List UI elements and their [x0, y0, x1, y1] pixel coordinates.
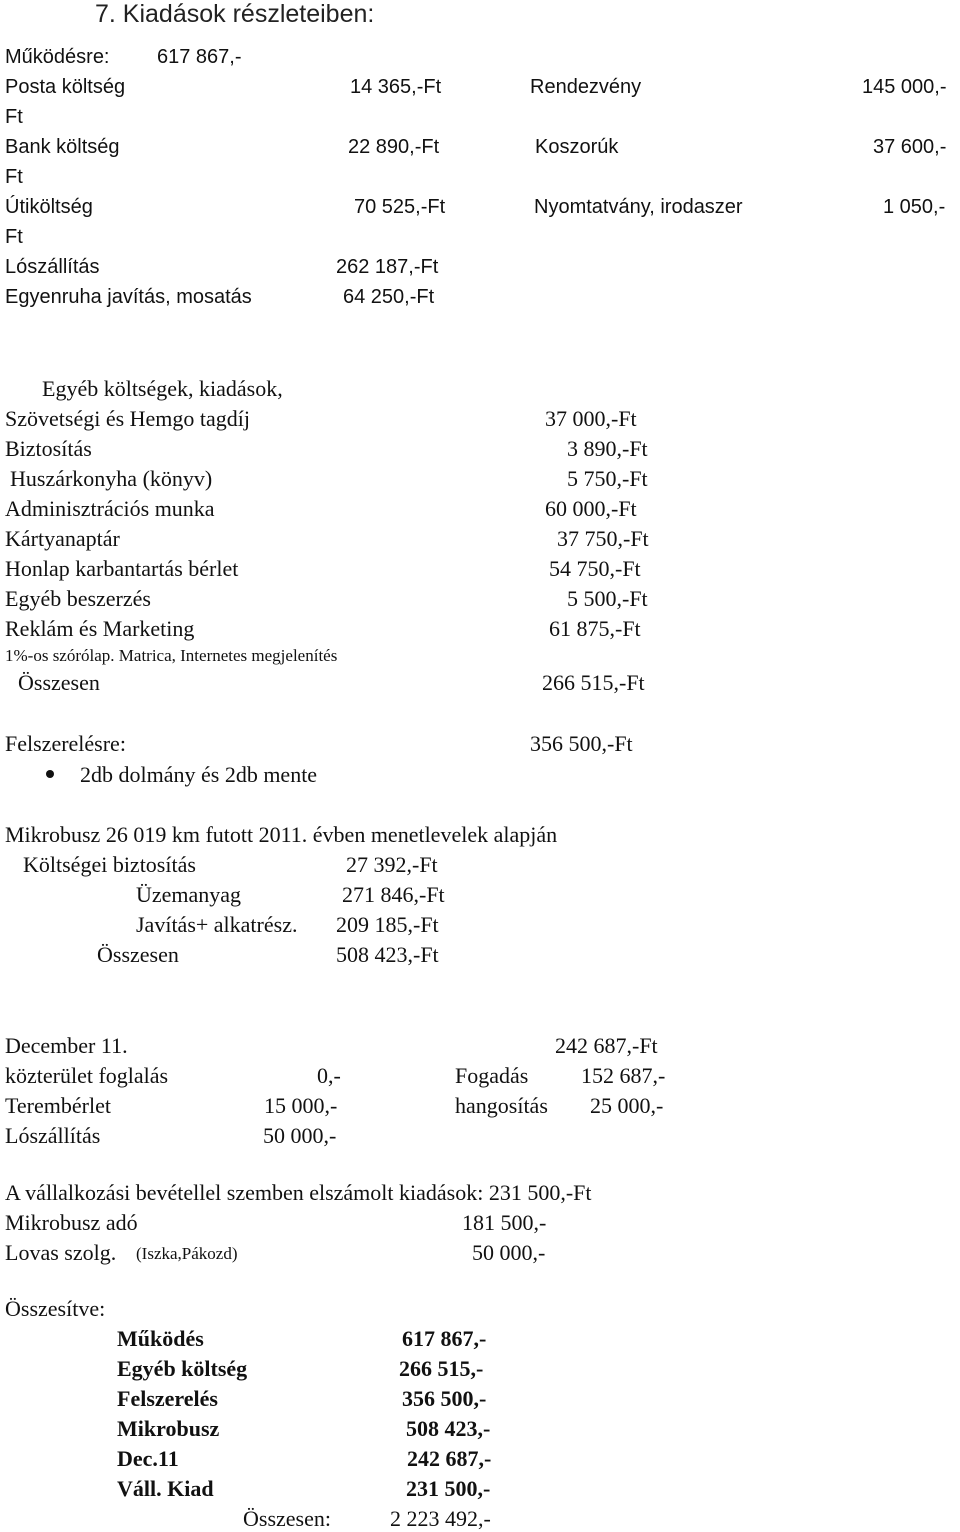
mukodes-right-value: 37 600,- [873, 136, 947, 158]
mikrobusz-row-value: 508 423,-Ft [336, 942, 439, 967]
mukodes-left-value: 64 250,-Ft [343, 286, 435, 308]
december-left-value: 50 000,- [263, 1123, 337, 1148]
mikrobusz-row-value: 27 392,-Ft [346, 852, 438, 877]
mukodes-left-label: Posta költség [5, 76, 126, 98]
bullet-icon [46, 770, 54, 778]
mukodes-right-label: Koszorúk [535, 136, 619, 158]
egyeb-item-value: 37 750,-Ft [557, 526, 649, 551]
vallalkozasi-row-label-note: (Iszka,Pákozd) [136, 1244, 238, 1263]
osszesitve-row-value: 242 687,- [407, 1446, 492, 1471]
december-right-label: Fogadás [455, 1063, 529, 1088]
egyeb-item-label: Kártyanaptár [5, 526, 120, 551]
egyeb-item-label: Adminisztrációs munka [5, 496, 215, 521]
mukodes-right-value: 1 050,- [883, 196, 946, 218]
osszesitve-row-label: Felszerelés [117, 1386, 218, 1411]
egyeb-item-value: 60 000,-Ft [545, 496, 637, 521]
felszereles-value: 356 500,-Ft [530, 731, 633, 756]
vallalkozasi-row-value: 181 500,- [462, 1210, 547, 1235]
egyeb-item-value: 3 890,-Ft [567, 436, 648, 461]
mikrobusz-row-value: 209 185,-Ft [336, 912, 439, 937]
egyeb-item-value: 37 000,-Ft [545, 406, 637, 431]
vallalkozasi-row-label: Lovas szolg. [5, 1240, 117, 1265]
mikrobusz-row-label: Üzemanyag [136, 882, 242, 907]
mukodes-left-label: Egyenruha javítás, mosatás [5, 286, 252, 308]
egyeb-item-value: 5 750,-Ft [567, 466, 648, 491]
osszesitve-row-label: Működés [117, 1326, 204, 1351]
december-right-value: 25 000,- [590, 1093, 664, 1118]
mukodes-right-value: 145 000,- [862, 76, 947, 98]
mukodes-header-value: 617 867,- [157, 46, 242, 68]
osszesitve-row-value: 356 500,- [402, 1386, 487, 1411]
osszesitve-row-value: 231 500,- [406, 1476, 491, 1501]
vallalkozasi-title: A vállalkozási bevétellel szemben elszámolt kiadások: 231 500,-Ft [5, 1180, 592, 1205]
vallalkozasi-row-value: 50 000,- [472, 1240, 546, 1265]
mikrobusz-row-label: Javítás+ alkatrész. [136, 912, 298, 937]
mukodes-left-value: 22 890,-Ft [348, 136, 440, 158]
mukodes-right-value-cont: Ft [5, 106, 23, 128]
vallalkozasi-row-label: Mikrobusz adó [5, 1210, 138, 1235]
mukodes-right-value-cont: Ft [5, 226, 23, 248]
mukodes-right-label: Rendezvény [530, 76, 642, 98]
mukodes-left-value: 70 525,-Ft [354, 196, 446, 218]
december-left-label: Lószállítás [5, 1123, 101, 1148]
mukodes-left-label: Bank költség [5, 136, 120, 158]
december-left-value: 0,- [317, 1063, 341, 1088]
mukodes-left-value: 262 187,-Ft [336, 256, 439, 278]
osszesitve-row-value: 617 867,- [402, 1326, 487, 1351]
felszereles-label: Felszerelésre: [5, 731, 126, 756]
mukodes-left-label: Útiköltség [5, 196, 93, 218]
mikrobusz-row-value: 271 846,-Ft [342, 882, 445, 907]
egyeb-note: 1%-os szórólap. Matrica, Internetes megjelenítés [5, 646, 338, 665]
osszesitve-row-label: Dec.11 [117, 1446, 179, 1471]
egyeb-item-value: 5 500,-Ft [567, 586, 648, 611]
mukodes-left-value: 14 365,-Ft [350, 76, 442, 98]
osszesitve-total-label: Összesen: [243, 1506, 331, 1531]
egyeb-item-label: Honlap karbantartás bérlet [5, 556, 239, 581]
mukodes-right-value-cont: Ft [5, 166, 23, 188]
egyeb-total-label: Összesen [18, 670, 100, 695]
egyeb-total-value: 266 515,-Ft [542, 670, 645, 695]
egyeb-item-value: 61 875,-Ft [549, 616, 641, 641]
december-left-label: közterület foglalás [5, 1063, 169, 1088]
osszesitve-label: Összesítve: [5, 1296, 106, 1321]
december-right-label: hangosítás [455, 1093, 548, 1118]
december-label: December 11. [5, 1033, 128, 1058]
december-left-value: 15 000,- [264, 1093, 338, 1118]
osszesitve-row-label: Egyéb költség [117, 1356, 248, 1381]
osszesitve-row-label: Váll. Kiad [117, 1476, 214, 1501]
egyeb-item-value: 54 750,-Ft [549, 556, 641, 581]
mukodes-header-label: Működésre: [5, 46, 110, 68]
section-heading: 7. Kiadások részleteiben: [95, 0, 375, 28]
osszesitve-row-label: Mikrobusz [117, 1416, 220, 1441]
mikrobusz-row-label: Költségei biztosítás [23, 852, 196, 877]
mikrobusz-title: Mikrobusz 26 019 km futott 2011. évben menetlevelek alapján [5, 822, 558, 847]
felszereles-bullet-item: 2db dolmány és 2db mente [80, 762, 318, 787]
egyeb-item-label: Egyéb beszerzés [5, 586, 151, 611]
osszesitve-row-value: 266 515,- [399, 1356, 484, 1381]
egyeb-item-label: Szövetségi és Hemgo tagdíj [5, 406, 251, 431]
december-left-label: Terembérlet [5, 1093, 111, 1118]
mukodes-left-label: Lószállítás [5, 256, 100, 278]
mikrobusz-row-label: Összesen [97, 942, 179, 967]
osszesitve-total-value: 2 223 492,- [390, 1506, 491, 1531]
december-right-value: 152 687,- [581, 1063, 666, 1088]
egyeb-item-label: Reklám és Marketing [5, 616, 195, 641]
osszesitve-row-value: 508 423,- [406, 1416, 491, 1441]
december-value: 242 687,-Ft [555, 1033, 658, 1058]
egyeb-item-label: Biztosítás [5, 436, 92, 461]
egyeb-item-label: Huszárkonyha (könyv) [10, 466, 213, 491]
mukodes-right-label: Nyomtatvány, irodaszer [534, 196, 743, 218]
egyeb-title: Egyéb költségek, kiadások, [42, 376, 283, 401]
